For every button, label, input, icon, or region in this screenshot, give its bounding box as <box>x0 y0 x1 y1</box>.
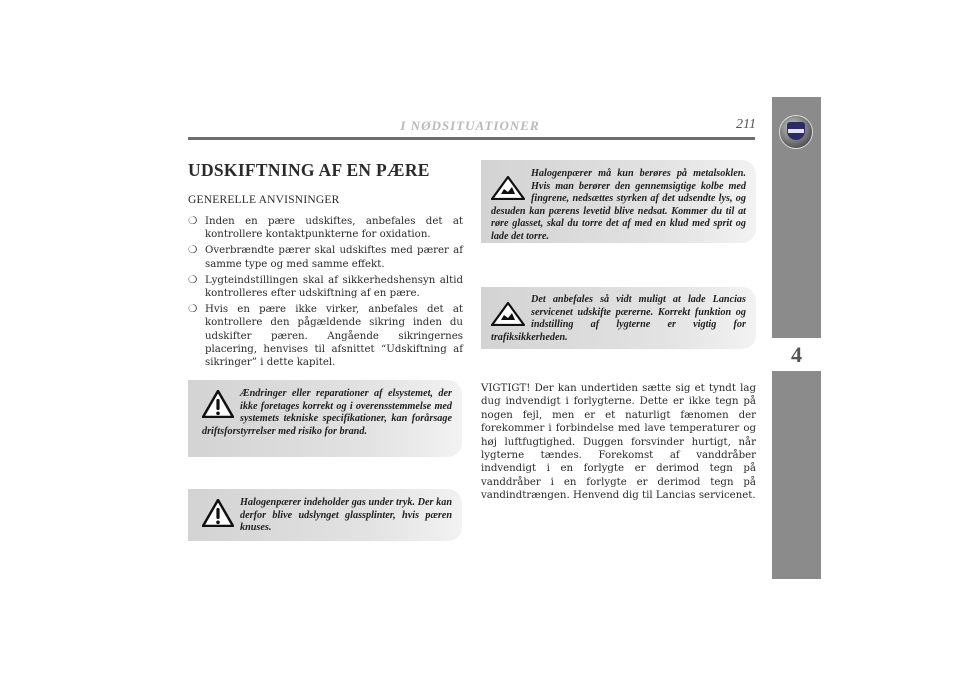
warning-box <box>188 380 462 457</box>
warning-triangle-icon <box>202 499 234 527</box>
bullet-icon: ❍ <box>188 303 198 316</box>
list-item-text: Inden en pære udskiftes, anbefales det at kontrollere kontaktpunkterne for oxidation. <box>205 216 463 241</box>
caution-triangle-icon <box>491 176 525 200</box>
warning-text: Halogenpærer indeholder gas under tryk. Der kan derfor blive udslynget glassplinter, hvis pæren knuses. <box>240 497 452 534</box>
note-text: Halogenpærer må kun berøres på metalsoklen. Hvis man berører den gennemsigtige kolbe med fingrene, nedsættes styrken af det udsendte lys, og desuden kan pærens levetid blive nedsat. Kommer du til at røre glasset, skal du torre det af med en klud med sprit og lade det torre. <box>491 168 746 242</box>
note-text: Det anbefales så vidt muligt at lade Lancias servicenet udskifte pærerne. Korrekt funktion og indstilling af lygterne er vigtig for trafiksikkerheden. <box>491 294 746 343</box>
section-title: UDSKIFTNING AF EN PÆRE <box>188 160 430 180</box>
list-item-text: Overbrændte pærer skal udskiftes med pærer af samme type og med samme effekt. <box>205 245 463 270</box>
bullet-icon: ❍ <box>188 215 198 227</box>
chapter-number: 4 <box>791 342 802 367</box>
note-box <box>481 160 756 243</box>
bullet-icon: ❍ <box>188 273 198 286</box>
list-item <box>188 215 463 241</box>
chapter-tab <box>772 338 821 371</box>
list-item <box>188 303 463 369</box>
lancia-logo <box>780 116 812 148</box>
list-item-text: Hvis en pære ikke virker, anbefales det at kontrollere den pågældende sikring inden du udskifter pæren. Angående sikringernes placering, henvises til afsnittet “Udskiftning af sikringer” i dette kapitel. <box>205 304 463 369</box>
page-number: 211 <box>736 117 756 132</box>
list-item <box>188 244 463 270</box>
logo-bar <box>788 129 804 133</box>
running-header-title: I NØDSITUATIONER <box>400 118 540 133</box>
note-box <box>481 287 756 349</box>
list-item <box>188 274 463 300</box>
instruction-list <box>188 215 463 372</box>
caution-triangle-icon <box>491 302 525 326</box>
section-subheading: GENERELLE ANVISNINGER <box>188 194 340 206</box>
bullet-icon: ❍ <box>188 244 198 257</box>
warning-triangle-icon <box>202 390 234 418</box>
logo-shield <box>787 122 805 140</box>
warning-box <box>188 489 462 541</box>
header-rule <box>188 137 755 140</box>
warning-text: Ændringer eller reparationer af elsystemet, der ikke foretages korrekt og i overensstemmelse med systemets tekniske specifikationer, kan forårsage driftsforstyrrelser med risiko for brand. <box>202 388 452 437</box>
important-paragraph: VIGTIGT! Der kan undertiden sætte sig et tyndt lag dug indvendigt i forlygterne. Dette er ikke tegn på nogen fejl, men er et naturligt fænomen der forekommer i forbindelse med lave temperaturer og høj luftfugtighed. Duggen forsvinder hurtigt, når lygterne tændes. Forekomst af vanddråber indvendigt i en forlygte er derimod tegn på vanddråber i en forlygte er derimod tegn på vandindtrængen. Henvend dig til Lancias servicenet. <box>481 383 756 502</box>
list-item-text: Lygteindstillingen skal af sikkerhedshensyn altid kontrolleres efter udskiftning af en pære. <box>205 274 463 300</box>
